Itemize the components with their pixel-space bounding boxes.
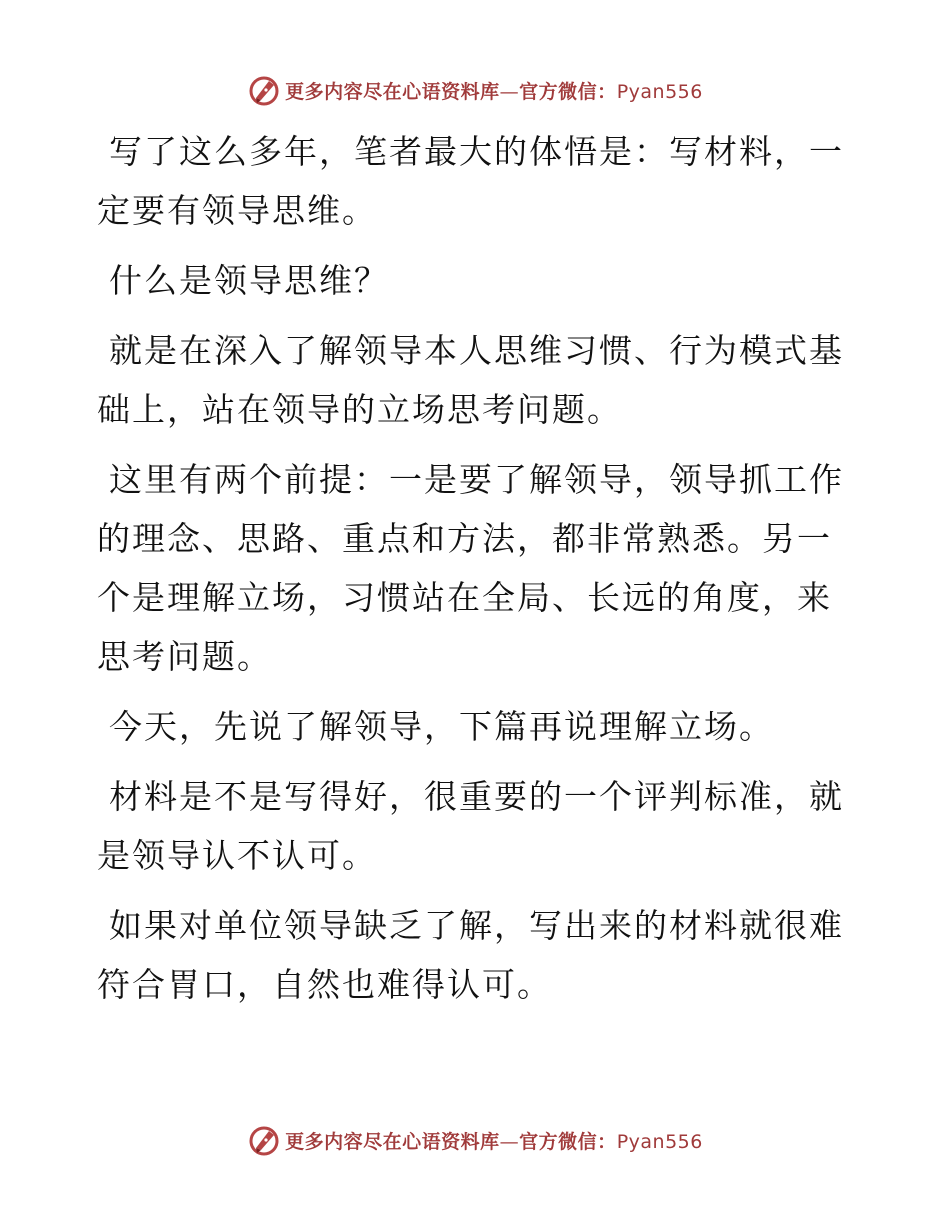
header-contact-label: 官方微信： [519,80,617,103]
header-contact-id: Pyan556 [616,80,703,103]
paragraph: 什么是领导思维？ [109,261,389,300]
paragraph: 如果对单位领导缺乏了解，写出来的材料就很难符合胃口，自然也难得认可。 [97,906,844,1004]
footer-banner-inner [247,1123,703,1157]
pen-nib-circle-icon [247,73,281,107]
header-banner-inner [247,73,703,107]
header-brand: 更多内容尽在心语资料库 [285,80,500,103]
footer-dash: — [499,1130,520,1153]
document-body [97,122,857,1025]
paragraph: 写了这么多年，笔者最大的体悟是：写材料，一定要有领导思维。 [97,132,844,230]
header-dash: — [499,80,520,103]
footer-text [285,1127,703,1154]
paragraph: 材料是不是写得好，很重要的一个评判标准，就是领导认不认可。 [97,777,844,875]
header-banner [0,72,950,108]
paragraph: 这里有两个前提：一是要了解领导，领导抓工作的理念、思路、重点和方法，都非常熟悉。另一个是理解立场，习惯站在全局、长远的角度，来思考问题。 [97,460,844,676]
footer-contact-label: 官方微信： [519,1130,617,1153]
pen-nib-circle-icon [247,1123,281,1157]
footer-brand: 更多内容尽在心语资料库 [285,1130,500,1153]
footer-contact-id: Pyan556 [616,1130,703,1153]
footer-banner [0,1122,950,1158]
paragraph: 今天，先说了解领导，下篇再说理解立场。 [109,707,774,746]
header-text [285,77,703,104]
paragraph: 就是在深入了解领导本人思维习惯、行为模式基础上，站在领导的立场思考问题。 [97,331,844,429]
